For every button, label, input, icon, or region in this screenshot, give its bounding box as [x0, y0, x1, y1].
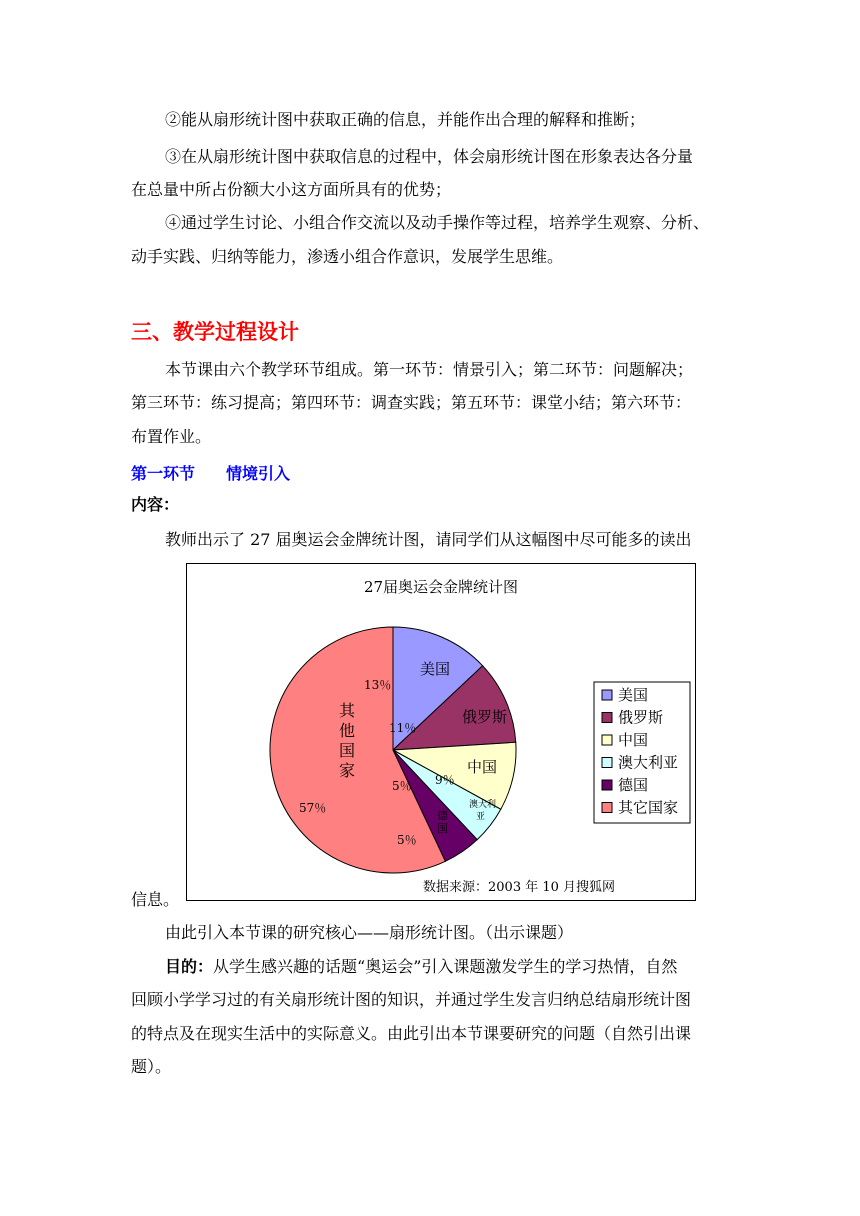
legend-label: 澳大利亚 — [618, 753, 679, 772]
intro-line: 由此引入本节课的研究核心——扇形统计图。（出示课题） — [165, 923, 574, 942]
objective-4-line1: ④通过学生讨论、小组合作交流以及动手操作等过程，培养学生观察、分析、 — [165, 213, 710, 232]
legend-label: 中国 — [618, 731, 649, 749]
slice-name-label: 澳大利亚 — [469, 800, 497, 822]
purpose-line2: 回顾小学学习过的有关扇形统计图的知识，并通过学生发言归纳总结扇形统计图 — [131, 990, 692, 1009]
slice-name-label: 德国 — [437, 809, 448, 835]
slice-name-label: 其他国家 — [339, 701, 356, 780]
legend-swatch — [602, 803, 612, 813]
pie-chart-frame — [186, 563, 696, 901]
content-line1: 教师出示了 27 届奥运会金牌统计图，请同学们从这幅图中尽可能多的读出 — [165, 530, 692, 549]
legend-swatch — [602, 758, 612, 768]
purpose-label: 目的： — [165, 957, 214, 976]
purpose-line3: 的特点及在现实生活中的实际意义。由此引出本节课要研究的问题（自然引出课 — [131, 1024, 692, 1043]
pie-chart — [187, 564, 695, 900]
slice-percent-label: 5％ — [392, 779, 412, 793]
slice-name-label: 美国 — [420, 660, 451, 678]
slice-percent-label: 5％ — [397, 833, 417, 847]
step1-title-name: 情境引入 — [226, 464, 291, 483]
chart-title: 27届奥运会金牌统计图 — [363, 578, 519, 596]
legend-swatch — [602, 780, 612, 790]
slice-name-label: 俄罗斯 — [462, 708, 508, 726]
legend-label: 其它国家 — [618, 798, 679, 817]
content-line2: 信息。 — [131, 890, 180, 909]
objective-2-line1: ②能从扇形统计图中获取正确的信息，并能作出合理的解释和推断； — [165, 110, 646, 129]
content-label: 内容： — [131, 495, 180, 514]
slice-percent-label: 57％ — [299, 801, 327, 815]
slice-percent-label: 13％ — [364, 678, 392, 692]
purpose-line4: 题）。 — [131, 1057, 172, 1076]
legend-swatch — [602, 690, 612, 700]
legend-swatch — [602, 713, 612, 723]
legend-label: 美国 — [618, 686, 649, 704]
slice-name-label: 中国 — [467, 758, 498, 776]
objective-4-line2: 动手实践、归纳等能力，渗透小组合作意识，发展学生思维。 — [131, 247, 564, 266]
legend-swatch — [602, 735, 612, 745]
objective-3-line1: ③在从扇形统计图中获取信息的过程中，体会扇形统计图在形象表达各分量 — [165, 147, 694, 166]
slice-percent-label: 9％ — [435, 773, 455, 787]
objective-3-line2: 在总量中所占份额大小这方面所具有的优势； — [131, 180, 452, 199]
legend-label: 德国 — [618, 776, 649, 794]
legend-label: 俄罗斯 — [618, 708, 664, 727]
slice-percent-label: 11％ — [389, 721, 417, 735]
chart-source: 数据来源：2003 年 10 月搜狐网 — [423, 880, 616, 895]
section-heading: 三、教学过程设计 — [131, 320, 299, 344]
section-intro-line2: 第三环节：练习提高；第四环节：调查实践；第五环节：课堂小结；第六环节： — [131, 393, 692, 412]
section-intro-line3: 布置作业。 — [131, 427, 212, 446]
step1-title: 第一环节 — [131, 464, 196, 483]
section-intro-line1: 本节课由六个教学环节组成。第一环节：情景引入；第二环节：问题解决； — [165, 360, 694, 379]
purpose-line1: 从学生感兴趣的话题“奥运会”引入课题激发学生的学习热情，自然 — [213, 957, 678, 976]
